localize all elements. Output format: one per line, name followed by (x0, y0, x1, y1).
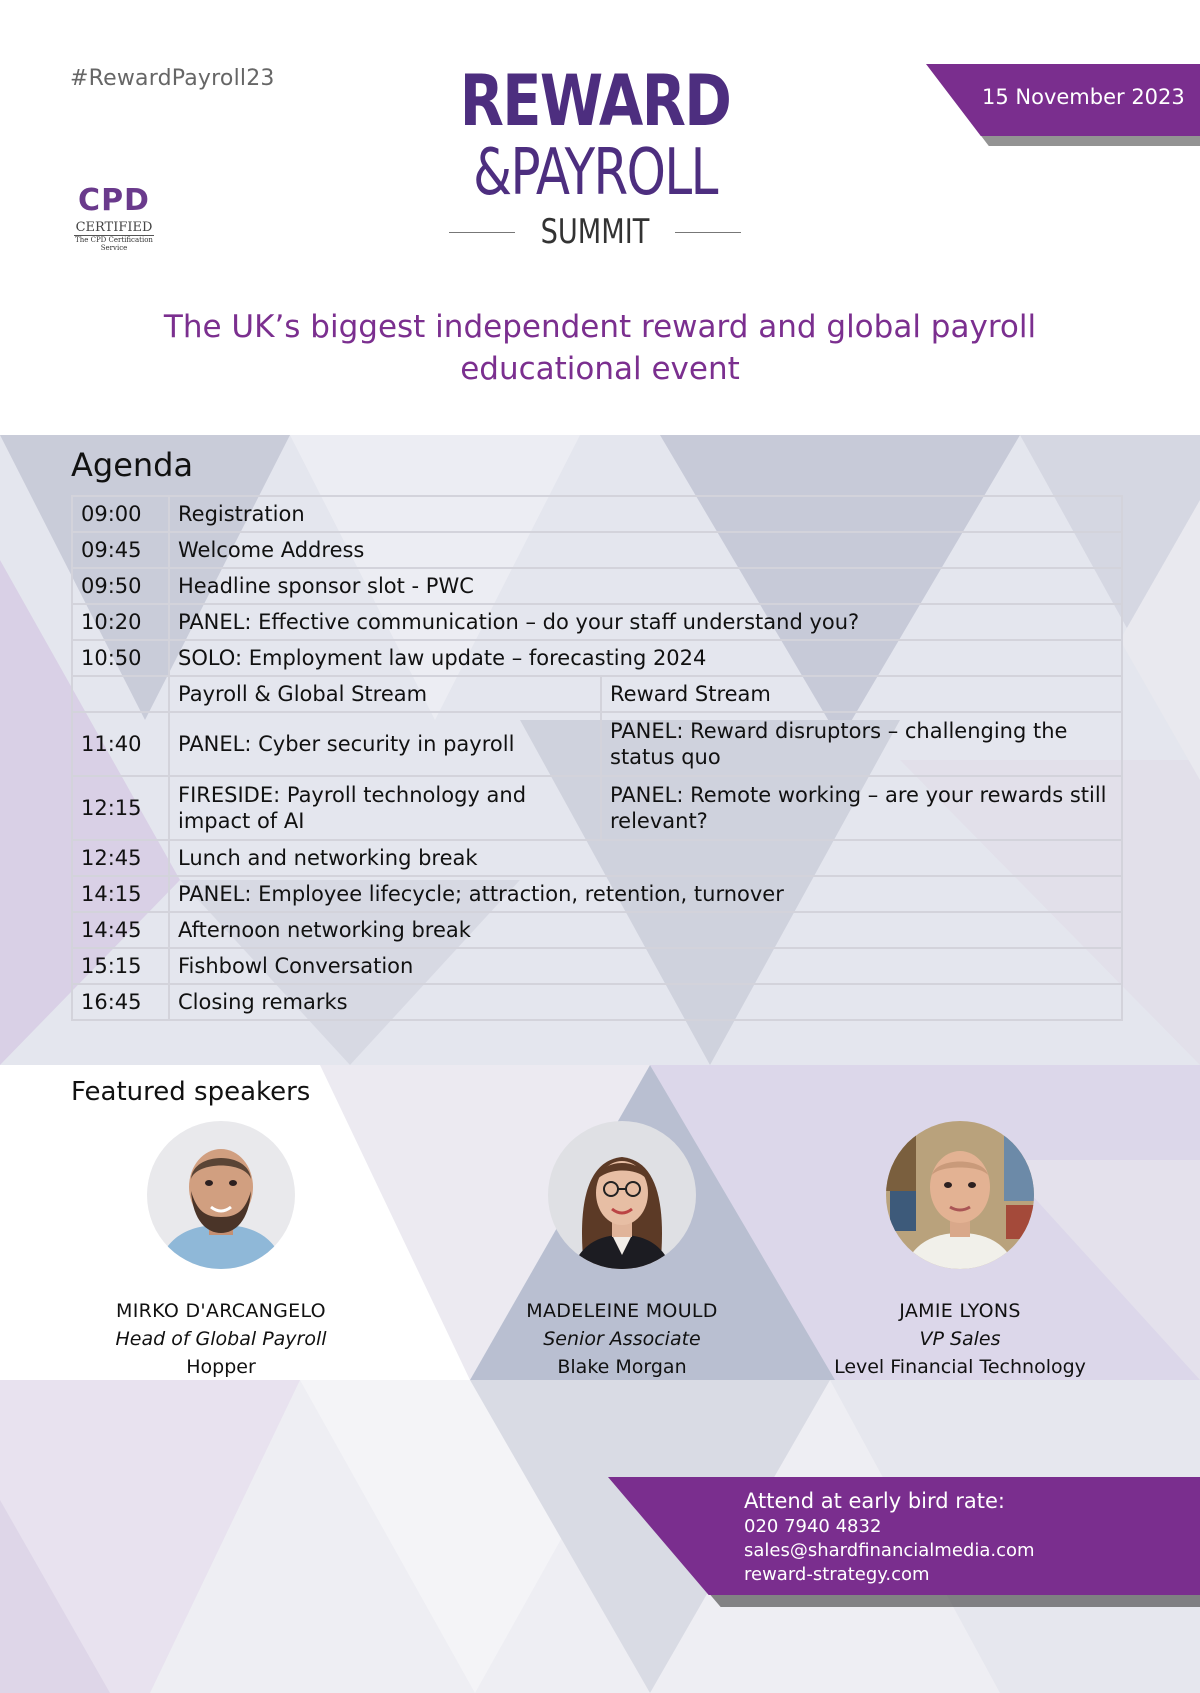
speaker-photo (886, 1121, 1034, 1269)
speaker-organisation: Blake Morgan (557, 1356, 687, 1378)
agenda-row (72, 840, 1122, 876)
agenda-time: 16:45 (72, 984, 169, 1020)
speaker-name: MIRKO D'ARCANGELO (116, 1300, 326, 1322)
speaker-name: JAMIE LYONS (899, 1300, 1021, 1322)
agenda-row (72, 604, 1122, 640)
agenda-heading: Agenda (71, 446, 194, 484)
speaker-role: Senior Associate (543, 1328, 701, 1350)
agenda-stream-row (72, 712, 1122, 776)
agenda-item: PANEL: Effective communication – do your staff understand you? (169, 604, 1122, 640)
agenda-time: 12:45 (72, 840, 169, 876)
agenda-item: Headline sponsor slot - PWC (169, 568, 1122, 604)
stream-session-payroll: PANEL: Cyber security in payroll (169, 712, 601, 776)
agenda-row (72, 912, 1122, 948)
speaker-name: MADELEINE MOULD (526, 1300, 718, 1322)
agenda-row (72, 984, 1122, 1020)
event-date: 15 November 2023 (982, 85, 1185, 109)
speakers-heading: Featured speakers (71, 1077, 311, 1107)
stream-session-reward: PANEL: Reward disruptors – challenging the status quo (601, 712, 1122, 776)
agenda-table (71, 495, 1123, 1021)
contact-email[interactable]: sales@shardfinancialmedia.com (744, 1540, 1035, 1561)
agenda-time: 14:15 (72, 876, 169, 912)
agenda-time: 09:45 (72, 532, 169, 568)
stream-session-payroll: FIRESIDE: Payroll technology and impact of AI (169, 776, 601, 840)
agenda-row (72, 876, 1122, 912)
agenda-time: 15:15 (72, 948, 169, 984)
event-tagline: The UK’s biggest independent reward and global payroll educational event (163, 309, 1037, 387)
agenda-item: Registration (169, 496, 1122, 532)
speaker-photo (548, 1121, 696, 1269)
agenda-row (72, 496, 1122, 532)
website-link[interactable]: reward-strategy.com (744, 1564, 930, 1585)
agenda-time: 14:45 (72, 912, 169, 948)
agenda-row (72, 948, 1122, 984)
agenda-stream-row (72, 776, 1122, 840)
agenda-row (72, 640, 1122, 676)
agenda-time: 09:50 (72, 568, 169, 604)
date-banner (926, 64, 1200, 136)
agenda-time: 09:00 (72, 496, 169, 532)
agenda-item: Lunch and networking break (169, 840, 1122, 876)
speaker-role: VP Sales (919, 1328, 1001, 1350)
stream-session-reward: PANEL: Remote working – are your rewards still relevant? (601, 776, 1122, 840)
early-bird-banner (608, 1477, 1200, 1595)
speaker-card (472, 1121, 772, 1381)
speaker-card (71, 1121, 371, 1381)
stream-header-reward: Reward Stream (601, 676, 1122, 712)
agenda-item: SOLO: Employment law update – forecasting 2024 (169, 640, 1122, 676)
summit-logo: REWARD &PAYROLL SUMMIT (430, 64, 760, 252)
agenda-item: Fishbowl Conversation (169, 948, 1122, 984)
agenda-time (72, 676, 169, 712)
agenda-stream-header-row (72, 676, 1122, 712)
agenda-time: 12:15 (72, 776, 169, 840)
speaker-role: Head of Global Payroll (115, 1328, 327, 1350)
early-bird-heading: Attend at early bird rate: (744, 1489, 1006, 1513)
cpd-certified-logo: CPD CERTIFIED The CPD Certification Service (75, 183, 153, 252)
agenda-item: Welcome Address (169, 532, 1122, 568)
speaker-organisation: Hopper (186, 1356, 256, 1378)
agenda-row (72, 532, 1122, 568)
contact-phone[interactable]: 020 7940 4832 (744, 1516, 882, 1537)
speaker-photo (147, 1121, 295, 1269)
agenda-item: PANEL: Employee lifecycle; attraction, retention, turnover (169, 876, 1122, 912)
agenda-row (72, 568, 1122, 604)
event-hashtag: #RewardPayroll23 (70, 66, 275, 91)
agenda-time: 10:50 (72, 640, 169, 676)
agenda-item: Afternoon networking break (169, 912, 1122, 948)
agenda-time: 10:20 (72, 604, 169, 640)
speaker-card (810, 1121, 1110, 1381)
agenda-time: 11:40 (72, 712, 169, 776)
speaker-organisation: Level Financial Technology (834, 1356, 1086, 1378)
stream-header-payroll: Payroll & Global Stream (169, 676, 601, 712)
agenda-item: Closing remarks (169, 984, 1122, 1020)
